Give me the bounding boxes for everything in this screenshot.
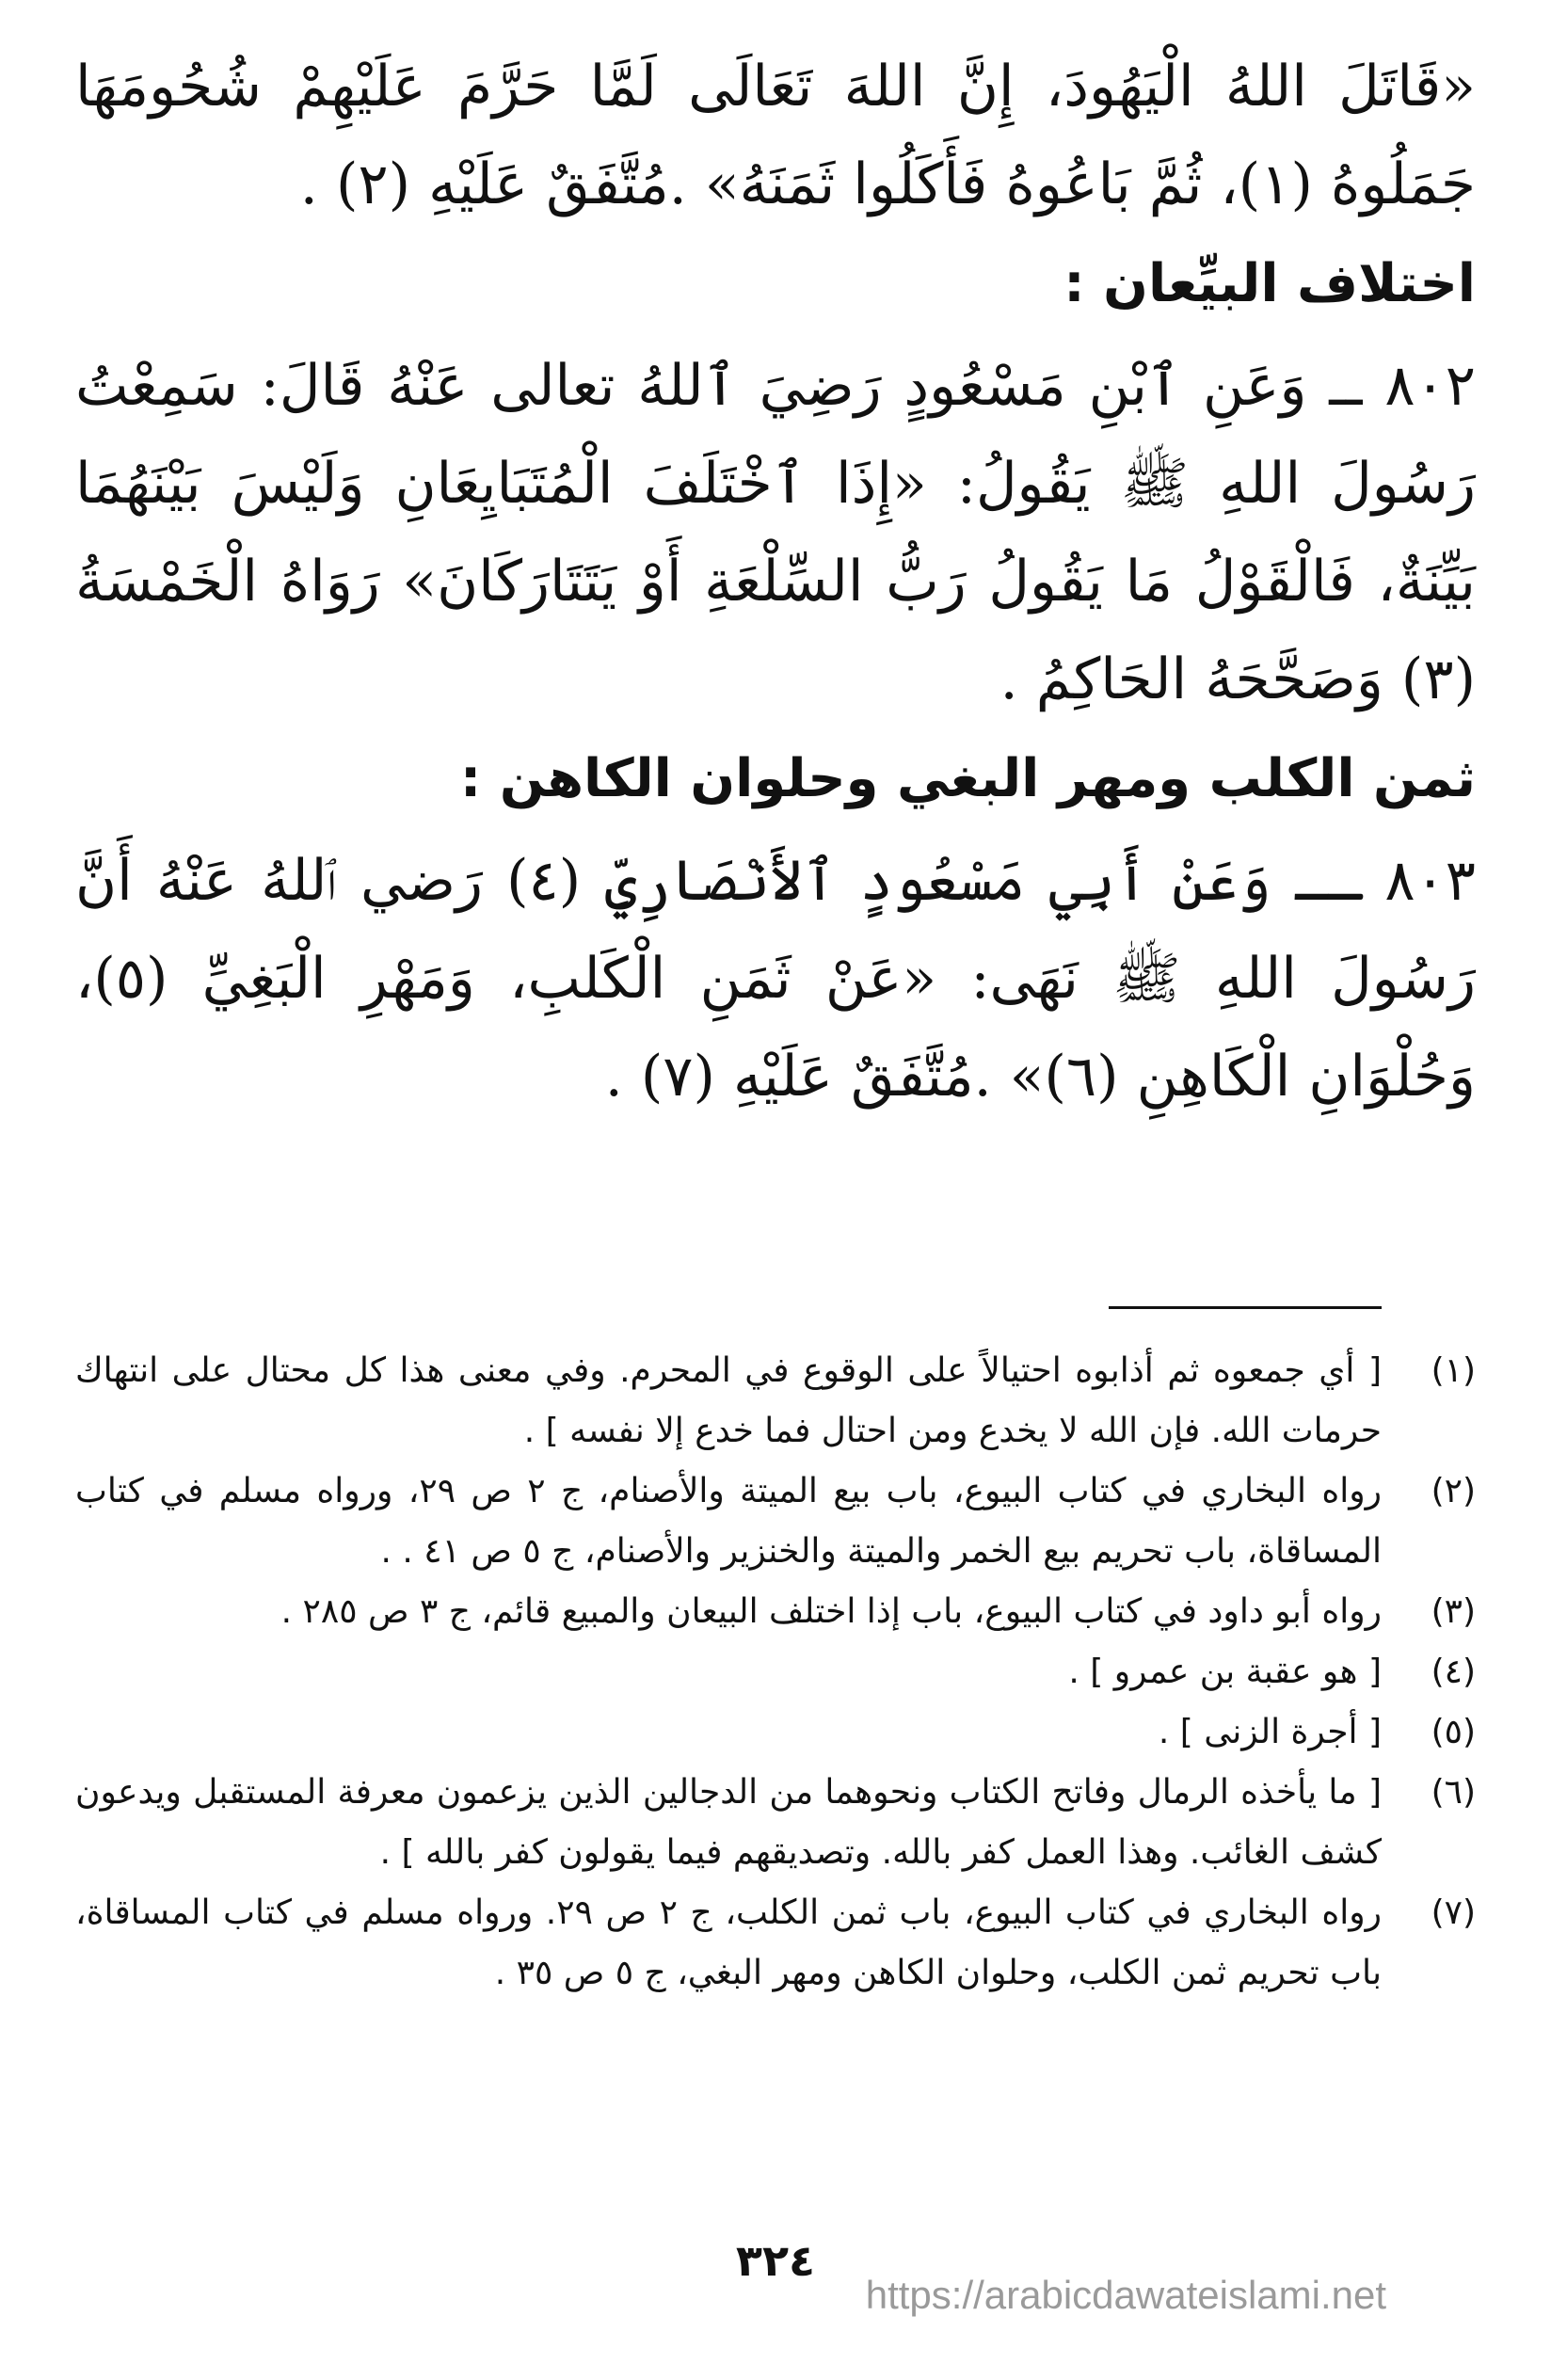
footnote-text: [ أي جمعوه ثم أذابوه احتيالاً على الوقوع في المحرم. وفي معنى هذا كل محتال على انتهاك حرمات الله. فإن الله لا يخدع ومن احتال فما خدع إلا نفسه ] .: [75, 1351, 1382, 1450]
watermark-url: https://arabicdawateislami.net: [865, 2273, 1386, 2317]
hadith-802: ٨٠٢ ــ وَعَنِ ٱبْنِ مَسْعُودٍ رَضِيَ ٱللهُ تعالى عَنْهُ قَالَ: سَمِعْتُ رَسُولَ اللهِ ﷺ يَقُولُ: «إِذَا ٱخْتَلَفَ الْمُتَبَايِعَانِ وَلَيْسَ بَيْنَهُمَا بَيِّنَةٌ، فَالْقَوْلُ مَا يَقُولُ رَبُّ السِّلْعَةِ أَوْ يَتَتَارَكَانَ» رَوَاهُ الْخَمْسَةُ (٣) وَصَحَّحَهُ الحَاكِمُ .: [75, 353, 1476, 712]
hadith-803: ٨٠٣ ــ وَعَنْ أَبِي مَسْعُودٍ ٱلأَنْصَارِيِّ (٤) رَضي ٱللهُ عَنْهُ أَنَّ رَسُولَ اللهِ ﷺ نَهَى: «عَنْ ثَمَنِ الْكَلبِ، وَمَهْرِ الْبَغِيِّ (٥)، وَحُلْوَانِ الْكَاهِنِ (٦)» .مُتَّفَقٌ عَلَيْهِ (٧) .: [75, 848, 1476, 1110]
footnote-separator: [1109, 1306, 1382, 1309]
footnote-text: [ أجرة الزنى ] .: [1158, 1713, 1382, 1751]
footnote-text: رواه البخاري في كتاب البيوع، باب بيع الميتة والأصنام، ج ٢ ص ٢٩، ورواه مسلم في كتاب المساقاة، باب تحريم بيع الخمر والميتة والخنزير والأصنام، ج ٥ ص ٤١ . .: [75, 1472, 1382, 1571]
footnote-text: رواه البخاري في كتاب البيوع، باب ثمن الكلب، ج ٢ ص ٢٩. ورواه مسلم في كتاب المساقاة، باب تحريم ثمن الكلب، وحلوان الكاهن ومهر البغي، ج ٥ ص ٣٥ .: [75, 1893, 1382, 1992]
footnote-number: (٢): [1431, 1472, 1476, 1510]
page-number: ٣٢٤: [735, 2235, 816, 2286]
footnote-6: [75, 1763, 1476, 1883]
section-heading-disagreement: اختلاف البيِّعان :: [1063, 253, 1476, 314]
footnote-5: [75, 1702, 1476, 1763]
footnote-number: (٤): [1431, 1653, 1476, 1691]
main-text-block: [75, 38, 1476, 1126]
footnote-number: (٦): [1431, 1773, 1476, 1812]
footnote-7: [75, 1883, 1476, 2004]
hadith-continuation: «قَاتَلَ اللهُ الْيَهُودَ، إِنَّ اللهَ تَعَالَى لَمَّا حَرَّمَ عَلَيْهِمْ شُحُومَهَا جَمَلُوهُ (١)، ثُمَّ بَاعُوهُ فَأَكَلُوا ثَمَنَهُ» .مُتَّفَقٌ عَلَيْهِ (٢) .: [75, 54, 1476, 217]
footnote-text: [ هو عقبة بن عمرو ] .: [1068, 1653, 1382, 1691]
footnote-3: [75, 1582, 1476, 1642]
footnote-2: [75, 1462, 1476, 1582]
footnote-text: [ ما يأخذه الرمال وفاتح الكتاب ونحوهما من الدجالين الذين يزعمون معرفة المستقبل ويدعون كشف الغائب. وهذا العمل كفر بالله. وتصديقهم فيما يقولون كفر بالله ] .: [75, 1773, 1382, 1872]
footnote-1: [75, 1341, 1476, 1462]
footnote-number: (٥): [1431, 1713, 1476, 1751]
footnote-number: (٣): [1431, 1592, 1476, 1631]
footnotes: [75, 1341, 1476, 2004]
footnote-4: [75, 1642, 1476, 1702]
section-heading-dog-price: ثمن الكلب ومهر البغي وحلوان الكاهن :: [459, 748, 1476, 809]
footnote-text: رواه أبو داود في كتاب البيوع، باب إذا اختلف البيعان والمبيع قائم، ج ٣ ص ٢٨٥ .: [280, 1592, 1382, 1631]
footnote-number: (١): [1431, 1351, 1476, 1390]
footnote-number: (٧): [1431, 1893, 1476, 1932]
